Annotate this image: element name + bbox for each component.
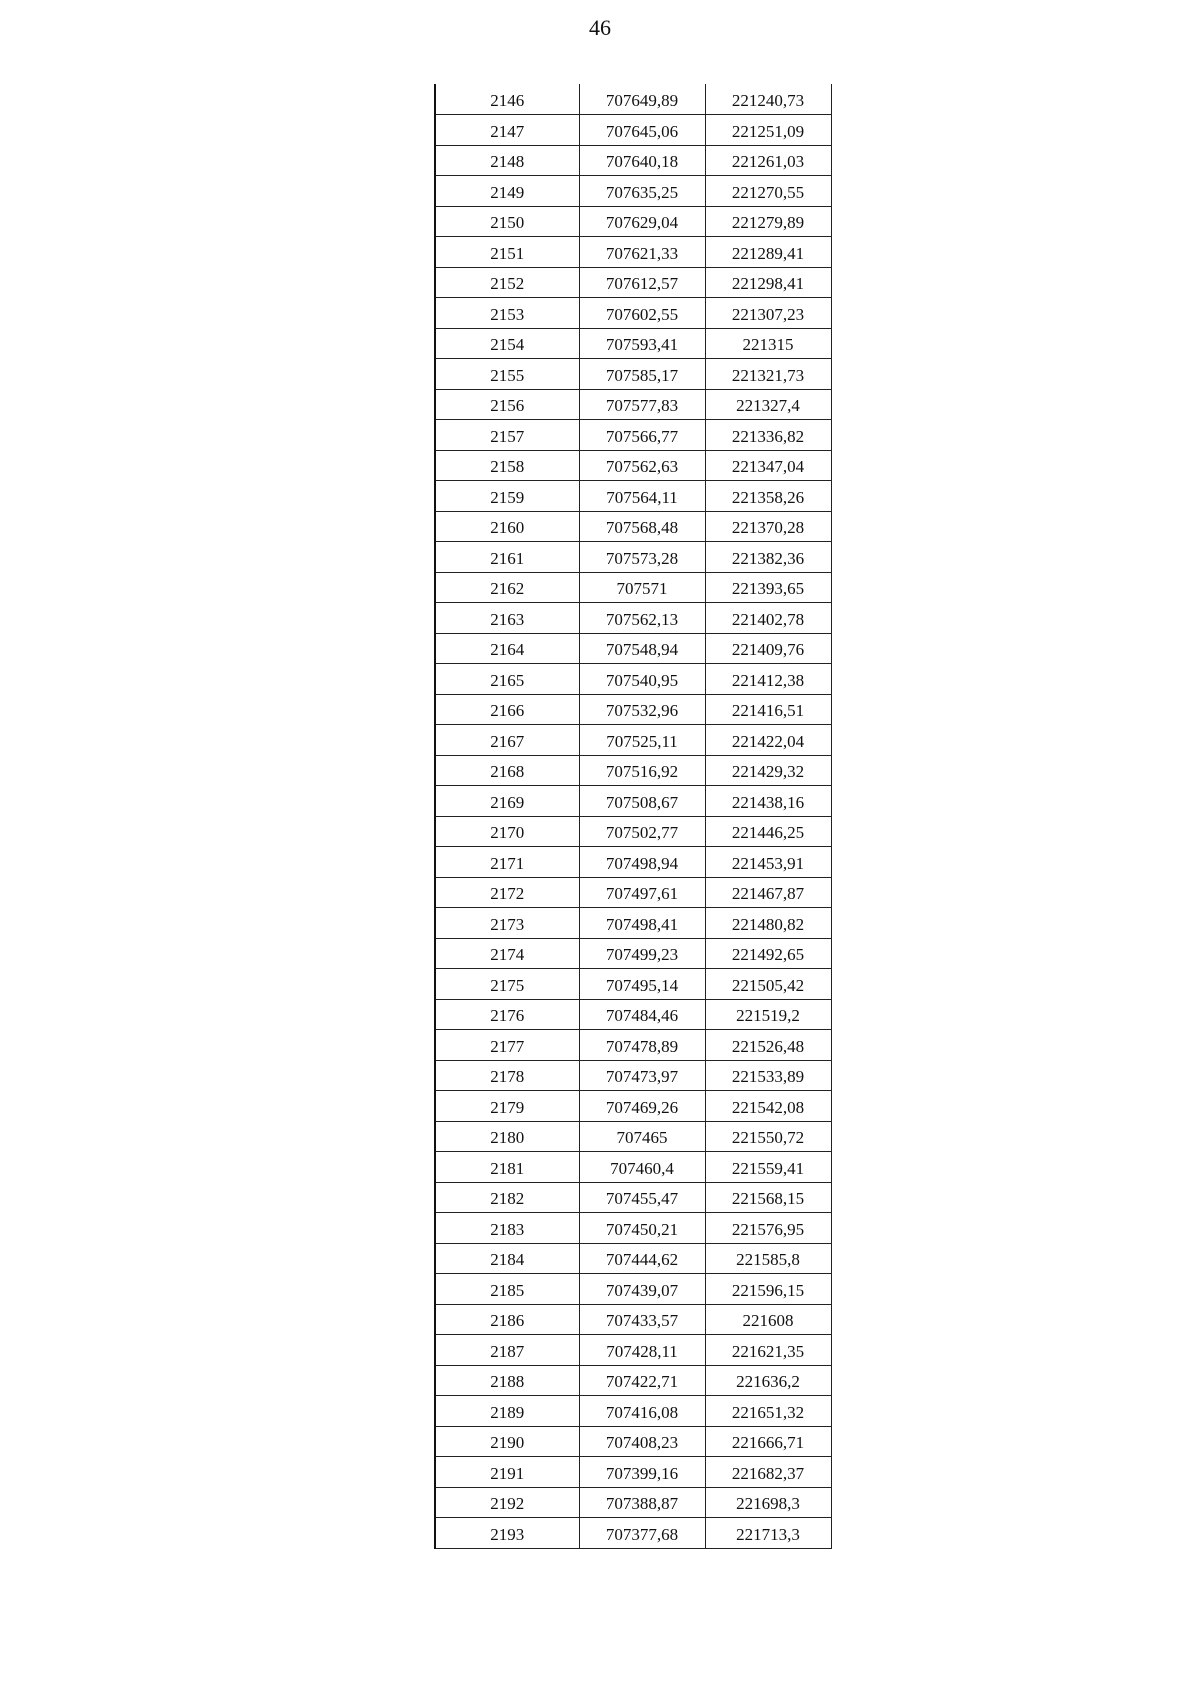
y-coordinate-cell: 221559,41 [705, 1152, 831, 1183]
x-coordinate-cell: 707540,95 [579, 664, 705, 695]
y-coordinate-cell: 221382,36 [705, 542, 831, 573]
y-coordinate-cell: 221412,38 [705, 664, 831, 695]
point-number-cell: 2177 [435, 1030, 579, 1061]
point-number-cell: 2170 [435, 816, 579, 847]
y-coordinate-cell: 221467,87 [705, 877, 831, 908]
x-coordinate-cell: 707408,23 [579, 1426, 705, 1457]
y-coordinate-cell: 221492,65 [705, 938, 831, 969]
point-number-cell: 2181 [435, 1152, 579, 1183]
x-coordinate-cell: 707498,94 [579, 847, 705, 878]
point-number-cell: 2189 [435, 1396, 579, 1427]
point-number-cell: 2191 [435, 1457, 579, 1488]
x-coordinate-cell: 707498,41 [579, 908, 705, 939]
y-coordinate-cell: 221505,42 [705, 969, 831, 1000]
table-row [435, 1335, 831, 1366]
table-row [435, 1487, 831, 1518]
x-coordinate-cell: 707502,77 [579, 816, 705, 847]
table-row [435, 725, 831, 756]
x-coordinate-cell: 707568,48 [579, 511, 705, 542]
y-coordinate-cell: 221682,37 [705, 1457, 831, 1488]
point-number-cell: 2188 [435, 1365, 579, 1396]
table-row [435, 267, 831, 298]
table-row [435, 1426, 831, 1457]
y-coordinate-cell: 221596,15 [705, 1274, 831, 1305]
y-coordinate-cell: 221429,32 [705, 755, 831, 786]
y-coordinate-cell: 221240,73 [705, 84, 831, 115]
table-row [435, 1396, 831, 1427]
table-row [435, 542, 831, 573]
y-coordinate-cell: 221307,23 [705, 298, 831, 329]
x-coordinate-cell: 707585,17 [579, 359, 705, 390]
y-coordinate-cell: 221370,28 [705, 511, 831, 542]
x-coordinate-cell: 707473,97 [579, 1060, 705, 1091]
point-number-cell: 2187 [435, 1335, 579, 1366]
table-row [435, 1213, 831, 1244]
y-coordinate-cell: 221526,48 [705, 1030, 831, 1061]
x-coordinate-cell: 707439,07 [579, 1274, 705, 1305]
table-row [435, 572, 831, 603]
point-number-cell: 2179 [435, 1091, 579, 1122]
x-coordinate-cell: 707450,21 [579, 1213, 705, 1244]
x-coordinate-cell: 707629,04 [579, 206, 705, 237]
table-row [435, 755, 831, 786]
y-coordinate-cell: 221261,03 [705, 145, 831, 176]
point-number-cell: 2168 [435, 755, 579, 786]
y-coordinate-cell: 221621,35 [705, 1335, 831, 1366]
y-coordinate-cell: 221542,08 [705, 1091, 831, 1122]
point-number-cell: 2176 [435, 999, 579, 1030]
point-number-cell: 2149 [435, 176, 579, 207]
point-number-cell: 2182 [435, 1182, 579, 1213]
x-coordinate-cell: 707433,57 [579, 1304, 705, 1335]
x-coordinate-cell: 707593,41 [579, 328, 705, 359]
table-row [435, 938, 831, 969]
x-coordinate-cell: 707499,23 [579, 938, 705, 969]
table-row [435, 1182, 831, 1213]
x-coordinate-cell: 707428,11 [579, 1335, 705, 1366]
y-coordinate-cell: 221321,73 [705, 359, 831, 390]
point-number-cell: 2180 [435, 1121, 579, 1152]
table-row [435, 1243, 831, 1274]
point-number-cell: 2158 [435, 450, 579, 481]
table-row [435, 450, 831, 481]
x-coordinate-cell: 707422,71 [579, 1365, 705, 1396]
y-coordinate-cell: 221568,15 [705, 1182, 831, 1213]
point-number-cell: 2175 [435, 969, 579, 1000]
table-row [435, 908, 831, 939]
x-coordinate-cell: 707444,62 [579, 1243, 705, 1274]
y-coordinate-cell: 221409,76 [705, 633, 831, 664]
y-coordinate-cell: 221289,41 [705, 237, 831, 268]
x-coordinate-cell: 707495,14 [579, 969, 705, 1000]
x-coordinate-cell: 707621,33 [579, 237, 705, 268]
y-coordinate-cell: 221298,41 [705, 267, 831, 298]
point-number-cell: 2163 [435, 603, 579, 634]
y-coordinate-cell: 221270,55 [705, 176, 831, 207]
point-number-cell: 2146 [435, 84, 579, 115]
table-row [435, 847, 831, 878]
point-number-cell: 2150 [435, 206, 579, 237]
table-row [435, 1365, 831, 1396]
x-coordinate-cell: 707602,55 [579, 298, 705, 329]
point-number-cell: 2152 [435, 267, 579, 298]
point-number-cell: 2169 [435, 786, 579, 817]
table-row [435, 1091, 831, 1122]
point-number-cell: 2178 [435, 1060, 579, 1091]
table-row [435, 1030, 831, 1061]
y-coordinate-cell: 221336,82 [705, 420, 831, 451]
y-coordinate-cell: 221698,3 [705, 1487, 831, 1518]
table-row [435, 694, 831, 725]
table-row [435, 511, 831, 542]
y-coordinate-cell: 221315 [705, 328, 831, 359]
table-row [435, 999, 831, 1030]
y-coordinate-cell: 221453,91 [705, 847, 831, 878]
x-coordinate-cell: 707573,28 [579, 542, 705, 573]
table-row [435, 1457, 831, 1488]
table-row [435, 603, 831, 634]
point-number-cell: 2186 [435, 1304, 579, 1335]
y-coordinate-cell: 221533,89 [705, 1060, 831, 1091]
y-coordinate-cell: 221438,16 [705, 786, 831, 817]
table-row [435, 786, 831, 817]
point-number-cell: 2156 [435, 389, 579, 420]
point-number-cell: 2162 [435, 572, 579, 603]
x-coordinate-cell: 707532,96 [579, 694, 705, 725]
y-coordinate-cell: 221402,78 [705, 603, 831, 634]
y-coordinate-cell: 221608 [705, 1304, 831, 1335]
table-row [435, 1152, 831, 1183]
point-number-cell: 2165 [435, 664, 579, 695]
y-coordinate-cell: 221550,72 [705, 1121, 831, 1152]
table-row [435, 1304, 831, 1335]
x-coordinate-cell: 707640,18 [579, 145, 705, 176]
coordinates-table-body [435, 84, 831, 1548]
point-number-cell: 2183 [435, 1213, 579, 1244]
point-number-cell: 2159 [435, 481, 579, 512]
point-number-cell: 2190 [435, 1426, 579, 1457]
y-coordinate-cell: 221480,82 [705, 908, 831, 939]
y-coordinate-cell: 221416,51 [705, 694, 831, 725]
point-number-cell: 2166 [435, 694, 579, 725]
table-row [435, 359, 831, 390]
y-coordinate-cell: 221358,26 [705, 481, 831, 512]
y-coordinate-cell: 221446,25 [705, 816, 831, 847]
page-number: 46 [589, 15, 611, 40]
x-coordinate-cell: 707497,61 [579, 877, 705, 908]
table-row [435, 1060, 831, 1091]
x-coordinate-cell: 707377,68 [579, 1518, 705, 1549]
point-number-cell: 2155 [435, 359, 579, 390]
x-coordinate-cell: 707649,89 [579, 84, 705, 115]
y-coordinate-cell: 221636,2 [705, 1365, 831, 1396]
table-row [435, 145, 831, 176]
table-row [435, 877, 831, 908]
y-coordinate-cell: 221393,65 [705, 572, 831, 603]
y-coordinate-cell: 221251,09 [705, 115, 831, 146]
x-coordinate-cell: 707399,16 [579, 1457, 705, 1488]
point-number-cell: 2157 [435, 420, 579, 451]
y-coordinate-cell: 221666,71 [705, 1426, 831, 1457]
x-coordinate-cell: 707612,57 [579, 267, 705, 298]
table-row [435, 420, 831, 451]
table-row [435, 328, 831, 359]
y-coordinate-cell: 221327,4 [705, 389, 831, 420]
table-row [435, 84, 831, 115]
point-number-cell: 2167 [435, 725, 579, 756]
x-coordinate-cell: 707562,13 [579, 603, 705, 634]
x-coordinate-cell: 707577,83 [579, 389, 705, 420]
table-row [435, 206, 831, 237]
y-coordinate-cell: 221576,95 [705, 1213, 831, 1244]
y-coordinate-cell: 221279,89 [705, 206, 831, 237]
x-coordinate-cell: 707564,11 [579, 481, 705, 512]
point-number-cell: 2185 [435, 1274, 579, 1305]
x-coordinate-cell: 707525,11 [579, 725, 705, 756]
table-row [435, 969, 831, 1000]
point-number-cell: 2153 [435, 298, 579, 329]
x-coordinate-cell: 707548,94 [579, 633, 705, 664]
point-number-cell: 2174 [435, 938, 579, 969]
table-row [435, 389, 831, 420]
x-coordinate-cell: 707416,08 [579, 1396, 705, 1427]
table-row [435, 481, 831, 512]
point-number-cell: 2192 [435, 1487, 579, 1518]
point-number-cell: 2184 [435, 1243, 579, 1274]
y-coordinate-cell: 221713,3 [705, 1518, 831, 1549]
x-coordinate-cell: 707465 [579, 1121, 705, 1152]
table-row [435, 1274, 831, 1305]
point-number-cell: 2173 [435, 908, 579, 939]
x-coordinate-cell: 707484,46 [579, 999, 705, 1030]
y-coordinate-cell: 221422,04 [705, 725, 831, 756]
x-coordinate-cell: 707478,89 [579, 1030, 705, 1061]
x-coordinate-cell: 707571 [579, 572, 705, 603]
x-coordinate-cell: 707635,25 [579, 176, 705, 207]
point-number-cell: 2164 [435, 633, 579, 664]
point-number-cell: 2172 [435, 877, 579, 908]
y-coordinate-cell: 221519,2 [705, 999, 831, 1030]
point-number-cell: 2147 [435, 115, 579, 146]
x-coordinate-cell: 707460,4 [579, 1152, 705, 1183]
x-coordinate-cell: 707562,63 [579, 450, 705, 481]
x-coordinate-cell: 707469,26 [579, 1091, 705, 1122]
point-number-cell: 2171 [435, 847, 579, 878]
y-coordinate-cell: 221651,32 [705, 1396, 831, 1427]
x-coordinate-cell: 707388,87 [579, 1487, 705, 1518]
point-number-cell: 2161 [435, 542, 579, 573]
table-row [435, 115, 831, 146]
table-row [435, 176, 831, 207]
point-number-cell: 2154 [435, 328, 579, 359]
table-row [435, 816, 831, 847]
table-row [435, 1518, 831, 1549]
coordinates-table [434, 84, 832, 1549]
point-number-cell: 2148 [435, 145, 579, 176]
x-coordinate-cell: 707516,92 [579, 755, 705, 786]
table-row [435, 298, 831, 329]
x-coordinate-cell: 707455,47 [579, 1182, 705, 1213]
x-coordinate-cell: 707566,77 [579, 420, 705, 451]
x-coordinate-cell: 707508,67 [579, 786, 705, 817]
point-number-cell: 2160 [435, 511, 579, 542]
table-row [435, 633, 831, 664]
point-number-cell: 2151 [435, 237, 579, 268]
y-coordinate-cell: 221585,8 [705, 1243, 831, 1274]
table-row [435, 664, 831, 695]
point-number-cell: 2193 [435, 1518, 579, 1549]
table-row [435, 1121, 831, 1152]
x-coordinate-cell: 707645,06 [579, 115, 705, 146]
y-coordinate-cell: 221347,04 [705, 450, 831, 481]
table-row [435, 237, 831, 268]
